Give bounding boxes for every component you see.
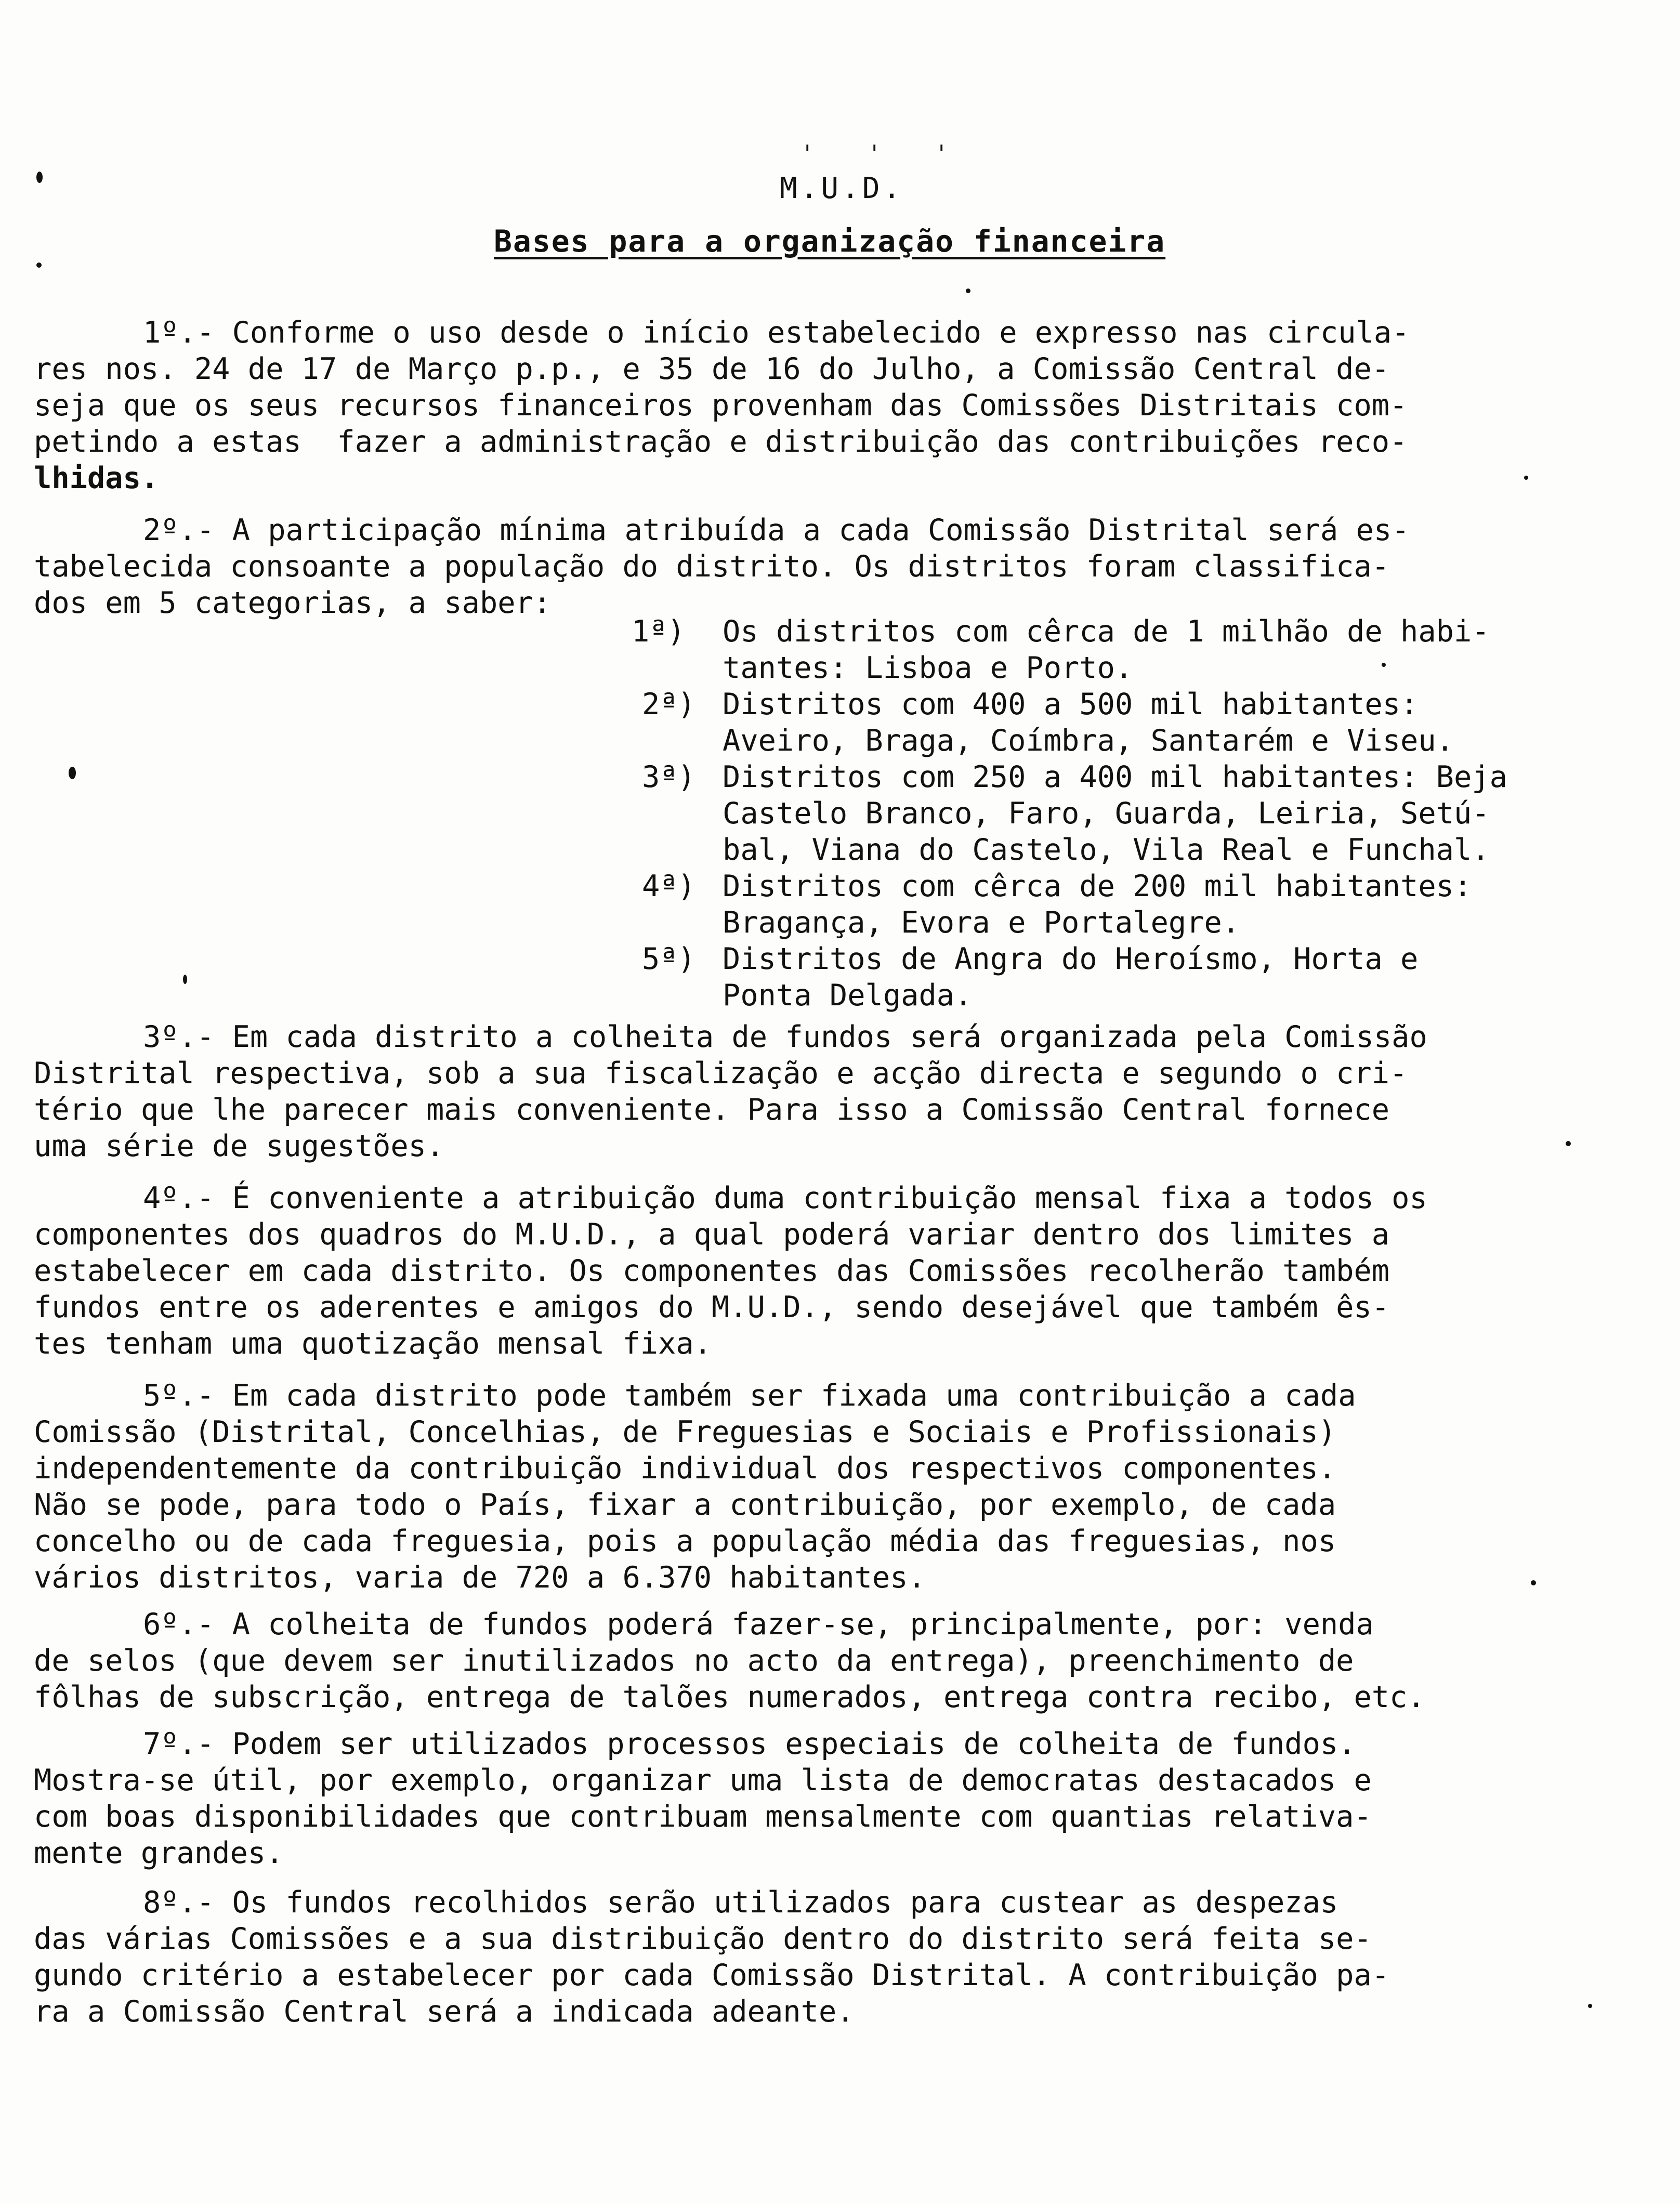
header-marks: ' ' ' <box>800 140 968 167</box>
paragraph-line: petindo a estas fazer a administração e distribuição das contribuições reco- <box>34 425 1408 459</box>
category-line: Ponta Delgada. <box>723 978 973 1013</box>
category-label: 5ª) <box>642 942 695 976</box>
category-label: 3ª) <box>642 760 695 794</box>
paragraph-line: fôlhas de subscrição, entrega de talões numerados, entrega contra recibo, etc. <box>34 1680 1425 1714</box>
paragraph-line: Distrital respectiva, sob a sua fiscalização e acção directa e segundo o cri- <box>34 1056 1408 1091</box>
paragraph-line: 2º.- A participação mínima atribuída a cada Comissão Distrital será es- <box>143 513 1410 547</box>
paragraph-line: 3º.- Em cada distrito a colheita de fundos será organizada pela Comissão <box>143 1020 1427 1054</box>
category-line: Distritos com 250 a 400 mil habitantes: Beja <box>723 760 1507 794</box>
category-line: Distritos com cêrca de 200 mil habitantes: <box>723 869 1472 903</box>
scan-speck <box>1531 1580 1536 1585</box>
scan-speck <box>1588 2004 1592 2008</box>
category-line: Castelo Branco, Faro, Guarda, Leiria, Setú- <box>723 796 1490 831</box>
paragraph-line: 6º.- A colheita de fundos poderá fazer-se, principalmente, por: venda <box>143 1607 1374 1642</box>
paragraph-line: de selos (que devem ser inutilizados no acto da entrega), preenchimento de <box>34 1644 1354 1678</box>
paragraph-line: Mostra-se útil, por exemplo, organizar uma lista de democratas destacados e <box>34 1763 1372 1798</box>
document-code: M.U.D. <box>780 172 904 205</box>
scan-speck <box>183 975 187 984</box>
scan-speck <box>1382 663 1386 667</box>
category-line: Os distritos com cêrca de 1 milhão de habi- <box>723 614 1490 649</box>
category-label: 4ª) <box>642 869 695 903</box>
category-line: bal, Viana do Castelo, Vila Real e Funchal. <box>723 833 1490 867</box>
scan-speck <box>1524 476 1528 480</box>
scan-speck <box>1566 1141 1571 1146</box>
paragraph-line: uma série de sugestões. <box>34 1129 444 1163</box>
paragraph-line: seja que os seus recursos financeiros provenham das Comissões Distritais com- <box>34 388 1408 423</box>
paragraph-line: 4º.- É conveniente a atribuição duma contribuição mensal fixa a todos os <box>143 1181 1427 1215</box>
category-line: Bragança, Evora e Portalegre. <box>723 906 1240 940</box>
paragraph-line: com boas disponibilidades que contribuam mensalmente com quantias relativa- <box>34 1800 1372 1834</box>
paragraph-line: fundos entre os aderentes e amigos do M.U.D., sendo desejável que também ês- <box>34 1290 1390 1324</box>
category-label: 1ª) <box>632 614 685 649</box>
paragraph-line: concelho ou de cada freguesia, pois a população média das freguesias, nos <box>34 1524 1336 1558</box>
paragraph-line: gundo critério a estabelecer por cada Comissão Distrital. A contribuição pa- <box>34 1958 1390 1992</box>
paragraph-line: lhidas. <box>34 461 159 495</box>
paragraph-line: 7º.- Podem ser utilizados processos especiais de colheita de fundos. <box>143 1727 1356 1761</box>
paragraph-line: vários distritos, varia de 720 a 6.370 habitantes. <box>34 1560 926 1595</box>
scan-speck <box>36 263 42 268</box>
paragraph-line: independentemente da contribuição individual dos respectivos componentes. <box>34 1451 1336 1486</box>
category-label: 2ª) <box>642 687 695 721</box>
paragraph-line: Não se pode, para todo o País, fixar a contribuição, por exemplo, de cada <box>34 1488 1336 1522</box>
paragraph-line: ra a Comissão Central será a indicada adeante. <box>34 1995 855 2029</box>
category-line: Aveiro, Braga, Coímbra, Santarém e Viseu. <box>723 724 1454 758</box>
page-title: Bases para a organização financeira <box>494 224 1166 259</box>
paragraph-line: Comissão (Distrital, Concelhias, de Freguesias e Sociais e Profissionais) <box>34 1415 1336 1449</box>
paragraph-line: 5º.- Em cada distrito pode também ser fixada uma contribuição a cada <box>143 1379 1356 1413</box>
scan-speck <box>69 767 76 779</box>
paragraph-line: tério que lhe parecer mais conveniente. Para isso a Comissão Central fornece <box>34 1093 1390 1127</box>
scan-speck <box>36 172 43 183</box>
paragraph-line: estabelecer em cada distrito. Os componentes das Comissões recolherão também <box>34 1254 1390 1288</box>
paragraph-line: dos em 5 categorias, a saber: <box>34 586 552 620</box>
category-line: Distritos com 400 a 500 mil habitantes: <box>723 687 1419 721</box>
paragraph-line: tabelecida consoante a população do distrito. Os distritos foram classifica- <box>34 549 1390 584</box>
paragraph-line: 8º.- Os fundos recolhidos serão utilizados para custear as despezas <box>143 1885 1338 1920</box>
paragraph-line: mente grandes. <box>34 1836 284 1870</box>
paragraph-line: 1º.- Conforme o uso desde o início estabelecido e expresso nas circula- <box>143 316 1410 350</box>
scan-speck <box>966 288 970 293</box>
category-line: tantes: Lisboa e Porto. <box>723 651 1133 685</box>
paragraph-line: res nos. 24 de 17 de Março p.p., e 35 de 16 do Julho, a Comissão Central de- <box>34 352 1390 386</box>
category-line: Distritos de Angra do Heroísmo, Horta e <box>723 942 1419 976</box>
paragraph-line: componentes dos quadros do M.U.D., a qual poderá variar dentro dos limites a <box>34 1217 1390 1252</box>
paragraph-line: tes tenham uma quotização mensal fixa. <box>34 1327 712 1361</box>
paragraph-line: das várias Comissões e a sua distribuição dentro do distrito será feita se- <box>34 1922 1372 1956</box>
